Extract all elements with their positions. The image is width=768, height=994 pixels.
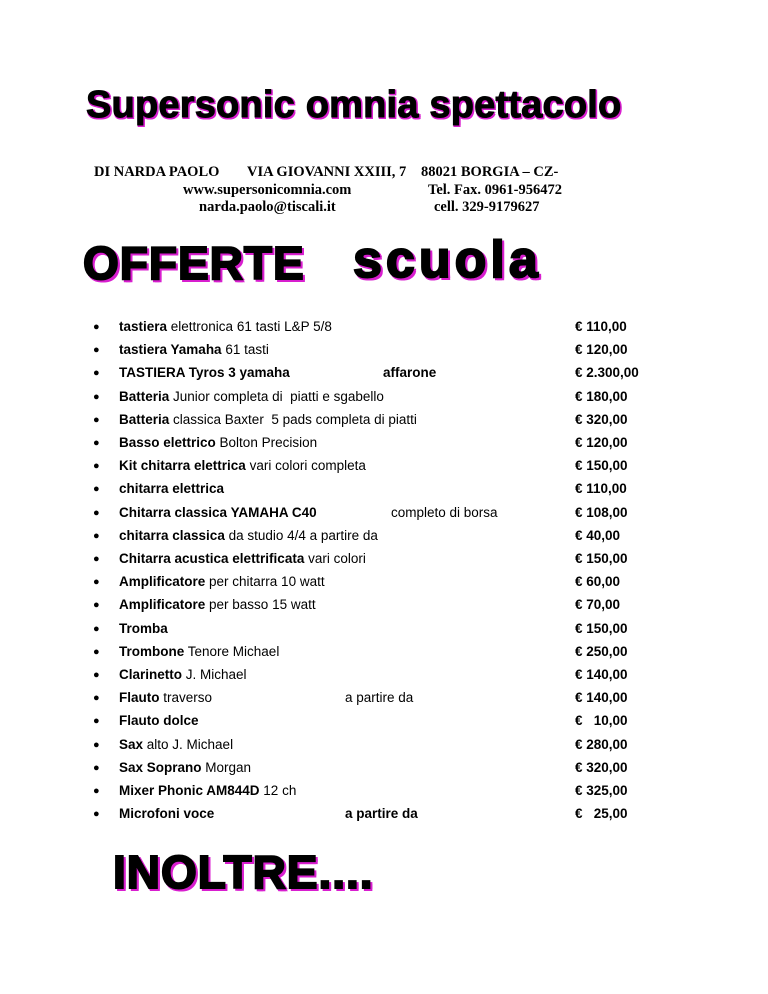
list-item xyxy=(0,571,768,593)
website: www.supersonicomnia.com xyxy=(183,181,352,198)
city: 88021 BORGIA – CZ- xyxy=(421,164,559,180)
bullet-icon: ● xyxy=(93,622,100,635)
item-label xyxy=(119,571,325,593)
item-name: tastiera xyxy=(119,319,168,334)
list-item xyxy=(0,409,768,431)
bullet-icon: ● xyxy=(93,413,100,426)
item-price: € 40,00 xyxy=(575,527,621,543)
item-label xyxy=(119,409,417,431)
item-price: € 108,00 xyxy=(575,504,628,520)
list-item xyxy=(0,594,768,616)
list-item xyxy=(0,664,768,686)
list-item xyxy=(0,687,768,709)
item-label xyxy=(119,641,279,663)
list-item xyxy=(0,734,768,756)
list-item xyxy=(0,386,768,408)
item-label xyxy=(119,664,247,686)
bullet-icon: ● xyxy=(93,715,100,728)
item-name: Trombone xyxy=(119,643,185,659)
item-description: traverso xyxy=(159,690,213,706)
bullet-icon: ● xyxy=(93,437,100,449)
bullet-icon: ● xyxy=(93,367,100,380)
item-name: Amplificatore xyxy=(119,597,206,613)
list-item xyxy=(0,710,768,732)
contact-block xyxy=(94,164,694,217)
list-item xyxy=(0,316,768,338)
email: narda.paolo@tiscali.it xyxy=(199,199,336,215)
bullet-icon: ● xyxy=(93,529,100,542)
list-item xyxy=(0,525,768,547)
item-price: € 120,00 xyxy=(575,435,628,450)
item-price: € 280,00 xyxy=(575,736,628,752)
item-price: € 150,00 xyxy=(575,551,628,566)
item-description: vari colori completa xyxy=(245,458,366,474)
item-price: € 110,00 xyxy=(575,481,627,497)
bullet-icon: ● xyxy=(93,808,100,821)
bullet-icon: ● xyxy=(93,321,100,333)
item-name: Amplificatore xyxy=(119,574,206,590)
item-price: € 325,00 xyxy=(575,783,628,798)
item-label xyxy=(119,339,269,361)
bullet-icon: ● xyxy=(93,553,100,565)
item-name: TASTIERA Tyros 3 yamaha xyxy=(119,365,290,381)
bullet-icon: ● xyxy=(93,761,100,774)
item-price: € 120,00 xyxy=(575,342,628,358)
item-description: da studio 4/4 a partire da xyxy=(224,527,378,543)
bullet-icon: ● xyxy=(93,785,100,797)
item-label xyxy=(119,594,316,616)
list-item xyxy=(0,618,768,640)
item-label xyxy=(119,386,384,408)
list-item xyxy=(0,478,768,500)
item-label xyxy=(119,710,199,732)
item-description: vari colori xyxy=(304,551,366,566)
item-label xyxy=(119,687,212,709)
item-price: € 320,00 xyxy=(575,759,628,775)
item-price: € 2.300,00 xyxy=(575,365,639,381)
item-name: Chitarra acustica elettrificata xyxy=(119,551,305,566)
bullet-icon: ● xyxy=(93,390,100,403)
item-description: 61 tasti xyxy=(221,342,269,358)
item-price: € 140,00 xyxy=(575,690,628,706)
bullet-icon: ● xyxy=(93,483,100,496)
brand-title: Supersonic omnia spettacolo xyxy=(86,84,622,126)
item-name: Mixer Phonic AM844D xyxy=(119,783,260,798)
item-name: Batteria xyxy=(119,388,170,404)
item-price: € 25,00 xyxy=(575,806,628,822)
item-description: J. Michael xyxy=(182,667,247,682)
item-description: 12 ch xyxy=(259,783,297,798)
scuola-title: scuola xyxy=(353,231,542,289)
inoltre-title: INOLTRE.... xyxy=(113,846,374,898)
item-description: alto J. Michael xyxy=(143,736,234,752)
item-note: a partire da xyxy=(345,806,418,822)
list-item xyxy=(0,339,768,361)
item-description: elettronica 61 tasti L&P 5/8 xyxy=(167,319,332,334)
offerte-title: OFFERTE xyxy=(83,237,305,289)
item-note: a partire da xyxy=(345,690,414,706)
list-item xyxy=(0,548,768,570)
item-price: € 150,00 xyxy=(575,620,628,636)
item-price: € 60,00 xyxy=(575,574,621,590)
item-description: per chitarra 10 watt xyxy=(205,574,325,590)
list-item xyxy=(0,803,768,825)
list-item xyxy=(0,432,768,454)
item-price: € 180,00 xyxy=(575,388,628,404)
item-label xyxy=(119,618,168,640)
item-price: € 10,00 xyxy=(575,713,628,729)
list-item xyxy=(0,455,768,477)
bullet-icon: ● xyxy=(93,460,100,473)
cell-phone: cell. 329-9179627 xyxy=(434,199,540,215)
item-description: Junior completa di piatti e sgabello xyxy=(169,388,384,404)
item-name: Batteria xyxy=(119,411,170,427)
item-label xyxy=(119,734,233,756)
item-name: Flauto dolce xyxy=(119,713,199,729)
item-name: Sax Soprano xyxy=(119,759,202,775)
item-note: affarone xyxy=(383,365,437,381)
item-label xyxy=(119,502,317,524)
bullet-icon: ● xyxy=(93,692,100,705)
item-name: Microfoni voce xyxy=(119,806,215,822)
item-price: € 70,00 xyxy=(575,597,621,613)
item-price: € 140,00 xyxy=(575,667,628,682)
item-description: per basso 15 watt xyxy=(205,597,316,613)
list-item xyxy=(0,780,768,802)
owner-name: DI NARDA PAOLO xyxy=(94,164,220,180)
item-label xyxy=(119,803,214,825)
item-name: Tromba xyxy=(119,620,168,636)
item-name: Clarinetto xyxy=(119,667,183,682)
item-label xyxy=(119,757,251,779)
item-label xyxy=(119,780,296,802)
item-price: € 250,00 xyxy=(575,643,628,659)
item-label xyxy=(119,316,332,338)
list-item xyxy=(0,757,768,779)
item-label xyxy=(119,525,378,547)
phone-fax: Tel. Fax. 0961-956472 xyxy=(428,181,562,198)
item-note: completo di borsa xyxy=(391,504,498,520)
item-label xyxy=(119,362,290,384)
item-price: € 110,00 xyxy=(575,319,627,334)
bullet-icon: ● xyxy=(93,506,100,519)
item-name: Basso elettrico xyxy=(119,435,216,450)
bullet-icon: ● xyxy=(93,599,100,612)
item-label xyxy=(119,478,224,500)
list-item xyxy=(0,641,768,663)
item-label xyxy=(119,455,366,477)
bullet-icon: ● xyxy=(93,576,100,589)
bullet-icon: ● xyxy=(93,344,100,357)
address: VIA GIOVANNI XXIII, 7 xyxy=(247,164,407,180)
item-description: Tenore Michael xyxy=(184,643,280,659)
item-description: Bolton Precision xyxy=(215,435,318,450)
bullet-icon: ● xyxy=(93,645,100,658)
item-label xyxy=(119,432,317,454)
list-item xyxy=(0,362,768,384)
item-name: chitarra classica xyxy=(119,527,225,543)
item-name: Kit chitarra elettrica xyxy=(119,458,246,474)
item-description: classica Baxter 5 pads completa di piatti xyxy=(169,411,417,427)
item-description: Morgan xyxy=(201,759,252,775)
item-price: € 150,00 xyxy=(575,458,628,474)
item-price: € 320,00 xyxy=(575,411,628,427)
item-name: Chitarra classica YAMAHA C40 xyxy=(119,504,317,520)
bullet-icon: ● xyxy=(93,738,100,751)
item-name: Sax xyxy=(119,736,144,752)
item-label xyxy=(119,548,366,570)
item-name: chitarra elettrica xyxy=(119,481,225,497)
bullet-icon: ● xyxy=(93,669,100,681)
item-name: Flauto xyxy=(119,690,160,706)
item-name: tastiera Yamaha xyxy=(119,342,222,358)
list-item xyxy=(0,502,768,524)
